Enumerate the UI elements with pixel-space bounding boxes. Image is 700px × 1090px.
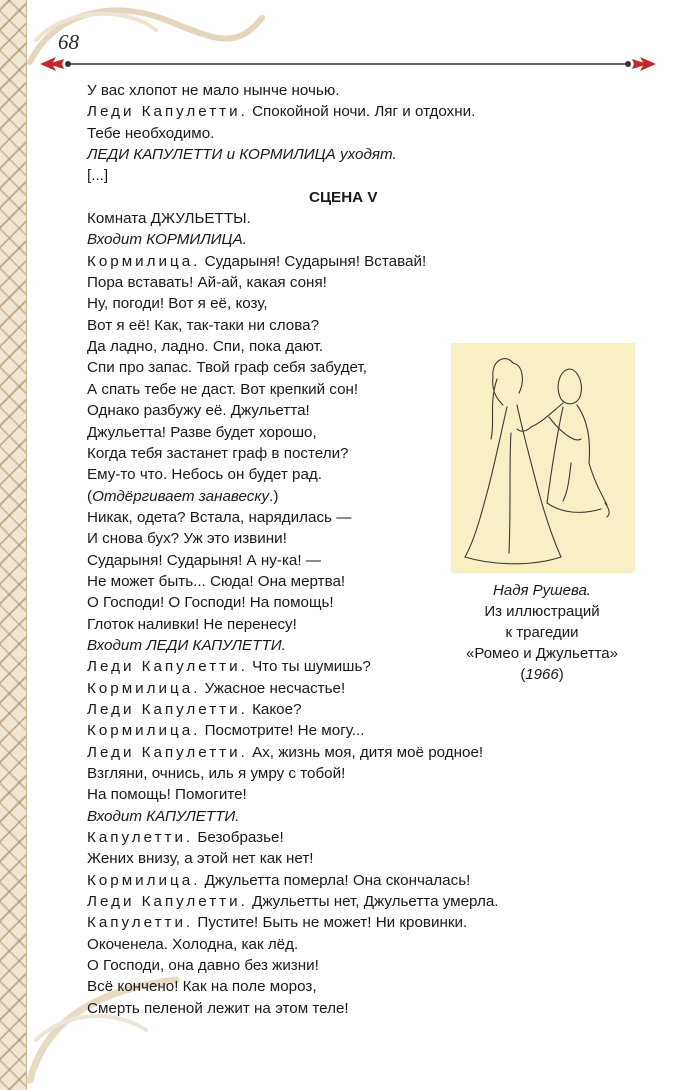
illustration-caption — [436, 580, 648, 685]
caption-line2: Из иллюстраций — [484, 603, 600, 620]
speaker-name: Кормилица. — [87, 722, 201, 740]
line-text: Тебе необходимо. — [87, 124, 215, 142]
line-text: Жених внизу, а этой нет как нет! — [87, 850, 314, 868]
text-line — [87, 763, 587, 784]
line-text: СЦЕНА V — [309, 188, 378, 206]
text-line — [87, 827, 587, 848]
text-line — [87, 101, 587, 122]
speaker-name: Леди Капулетти. — [87, 743, 248, 761]
text-line — [87, 934, 587, 955]
caption-artist: Надя Рушева. — [493, 582, 591, 599]
line-text: [...] — [87, 167, 109, 185]
text-line — [87, 293, 587, 314]
text-line — [87, 165, 587, 186]
line-text: Какое? — [247, 700, 302, 718]
text-line — [87, 272, 587, 293]
line-text: О Господи, она давно без жизни! — [87, 957, 319, 975]
text-line — [87, 998, 587, 1019]
line-text: Ужасное несчастье! — [200, 679, 346, 697]
text-line — [87, 955, 587, 976]
line-text: Всё кончено! Как на поле мороз, — [87, 978, 317, 996]
text-line — [87, 870, 587, 891]
line-text: Сударыня! Сударыня! А ну-ка! — — [87, 551, 321, 569]
speaker-name: Леди Капулетти. — [87, 700, 248, 718]
speaker-name: Кормилица. — [87, 871, 201, 889]
line-text: Спи про запас. Твой граф себя забудет, — [87, 359, 367, 377]
line-text: Сударыня! Сударыня! Вставай! — [200, 252, 427, 270]
line-text: Не может быть... Сюда! Она мертва! — [87, 572, 346, 590]
text-line — [87, 251, 587, 272]
line-text: Пустите! Быть не может! Ни кровинки. — [193, 914, 468, 932]
line-text: Вот я её! Как, так-таки ни слова? — [87, 316, 320, 334]
stage-direction: Входит КАПУЛЕТТИ. — [87, 807, 240, 825]
header-ornamental-rule — [38, 50, 658, 78]
line-text: Джульетта померла! Она скончалась! — [200, 871, 471, 889]
line-text: Безобразье! — [193, 829, 284, 847]
line-text: Глоток наливки! Не перенесу! — [87, 615, 297, 633]
speaker-name: Леди Капулетти. — [87, 103, 248, 121]
line-text: Смерть пеленой лежит на этом теле! — [87, 999, 349, 1017]
page-number: 68 — [58, 30, 79, 54]
text-line — [87, 229, 587, 250]
scene-heading — [87, 187, 587, 208]
line-text: Ах, жизнь моя, дитя моё родное! — [247, 743, 484, 761]
line-text: У вас хлопот не мало нынче ночью. — [87, 82, 340, 99]
stage-direction: Отдёргивает занавеску — [92, 487, 270, 505]
line-text: А спать тебе не даст. Вот крепкий сон! — [87, 380, 359, 398]
text-line — [87, 912, 587, 933]
line-text: Спокойной ночи. Ляг и отдохни. — [247, 103, 476, 121]
stage-direction: Входит ЛЕДИ КАПУЛЕТТИ. — [87, 636, 286, 654]
line-text: .) — [269, 487, 279, 505]
line-text: На помощь! Помогите! — [87, 786, 247, 804]
speaker-name: Капулетти. — [87, 829, 194, 847]
line-text: Комната ДЖУЛЬЕТТЫ. — [87, 210, 251, 228]
line-text: Пора вставать! Ай-ай, какая соня! — [87, 274, 327, 292]
line-text: Окоченела. Холодна, как лёд. — [87, 935, 299, 953]
text-line — [87, 699, 587, 720]
line-text: Джульетта! Разве будет хорошо, — [87, 423, 317, 441]
line-text: И снова бух? Уж это извини! — [87, 530, 287, 548]
line-text: Взгляни, очнись, иль я умру с тобой! — [87, 765, 346, 782]
line-text: Ему-то что. Небось он будет рад. — [87, 466, 323, 484]
text-line — [87, 123, 587, 144]
line-text: Когда тебя застанет граф в постели? — [87, 444, 349, 462]
text-line — [87, 891, 587, 912]
line-text: ( — [87, 487, 93, 505]
line-text: Что ты шумишь? — [247, 658, 371, 676]
text-line — [87, 144, 587, 165]
text-line — [87, 784, 587, 805]
text-line — [87, 806, 587, 827]
text-line — [87, 208, 587, 229]
decorative-page-border — [0, 0, 27, 1090]
speaker-name: Леди Капулетти. — [87, 658, 248, 676]
text-line — [87, 315, 587, 336]
line-text: Да ладно, ладно. Спи, пока дают. — [87, 338, 324, 356]
line-text: Джульетты нет, Джульетта умерла. — [247, 893, 499, 911]
text-line — [87, 976, 587, 997]
caption-year: 1966 — [525, 666, 559, 683]
speaker-name: Кормилица. — [87, 679, 201, 697]
text-line — [87, 720, 587, 741]
stage-direction: ЛЕДИ КАПУЛЕТТИ и КОРМИЛИЦА уходят. — [87, 146, 397, 164]
line-text: О Господи! О Господи! На помощь! — [87, 594, 334, 612]
line-text: Ну, погоди! Вот я её, козу, — [87, 295, 268, 313]
romeo-juliet-illustration — [451, 343, 635, 573]
caption-line4: «Ромео и Джульетта» — [466, 645, 618, 662]
speaker-name: Леди Капулетти. — [87, 893, 248, 911]
caption-line3: к трагедии — [505, 624, 579, 641]
caption-year-line: (1966) — [520, 666, 564, 683]
speaker-name: Кормилица. — [87, 252, 201, 270]
stage-direction: Входит КОРМИЛИЦА. — [87, 231, 247, 249]
text-line — [87, 80, 587, 101]
text-line — [87, 848, 587, 869]
line-text: Посмотрите! Не могу... — [200, 722, 365, 740]
line-text: Однако разбужу её. Джульетта! — [87, 402, 310, 420]
speaker-name: Капулетти. — [87, 914, 194, 932]
line-text: Никак, одета? Встала, нарядилась — — [87, 508, 352, 526]
text-line — [87, 742, 587, 763]
